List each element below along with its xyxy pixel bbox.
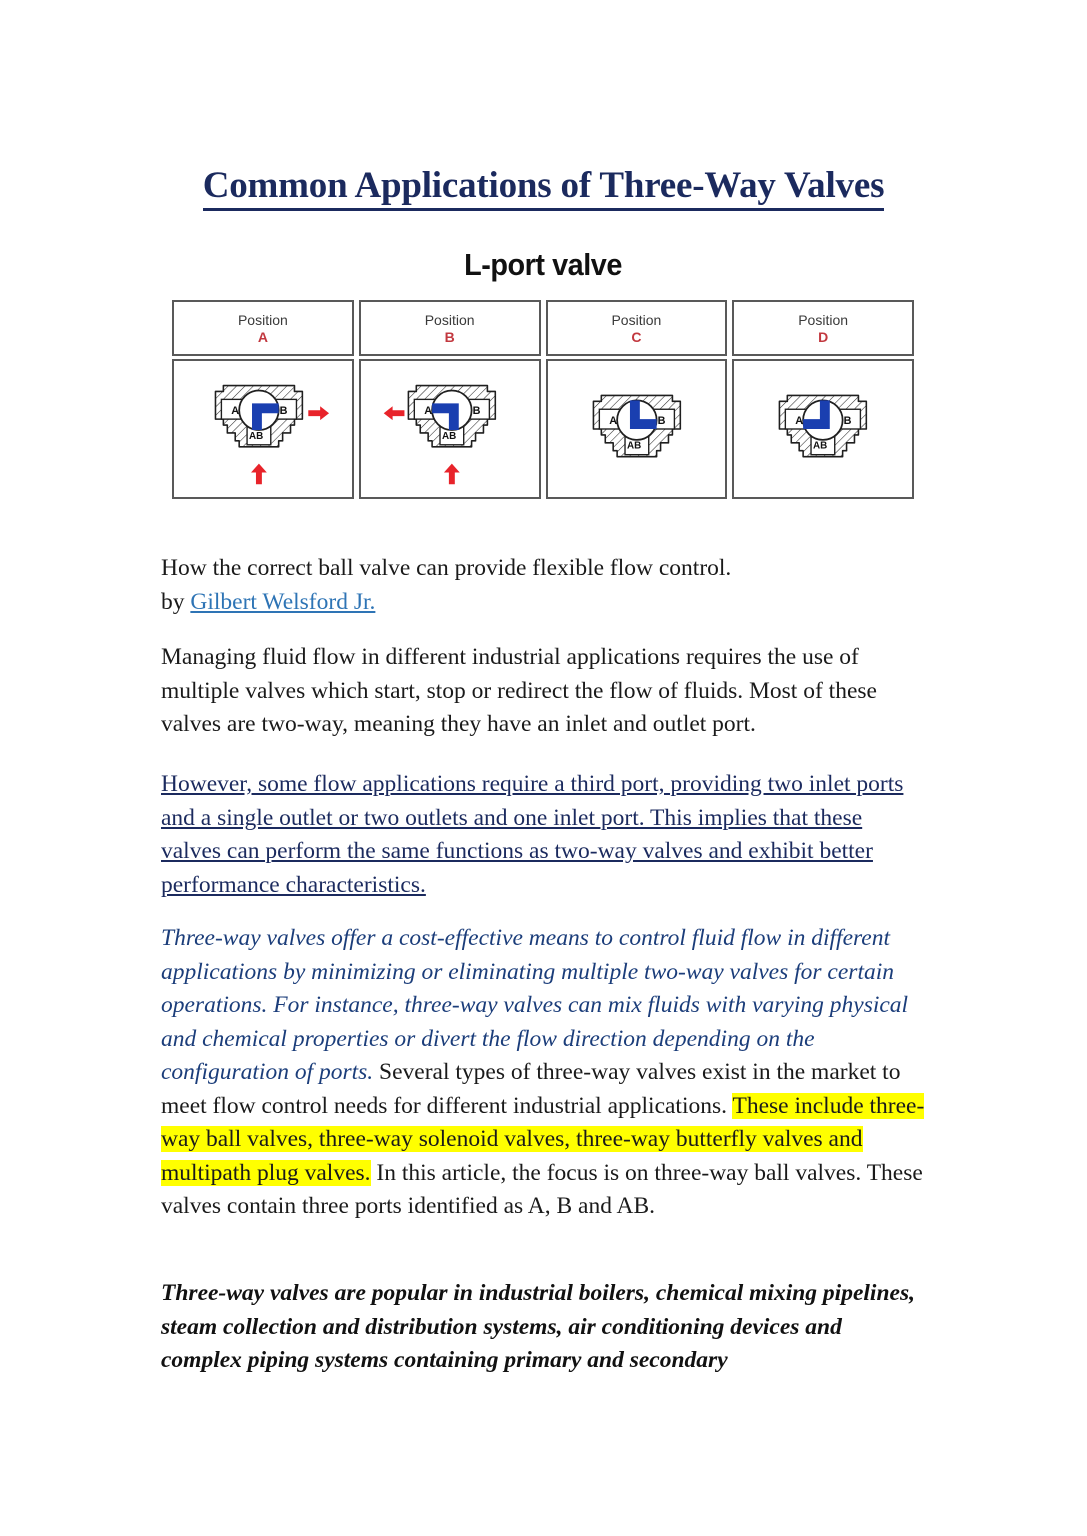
valve-diagram-a: [172, 359, 354, 499]
paragraph-italic-blue-run: Three-way valves offer a cost-effective means to control fluid flow in different applications by minimizing or eliminating multiple two-way valves for certain operations. For instance, three-way valves can mix fluids with varying physical and chemical properties or divert the flow direction depending on the configuration of ports.: [161, 925, 909, 1085]
position-word: Position: [237, 311, 288, 328]
svg-text:AB: AB: [441, 430, 456, 442]
paragraph-plain-after-highlight: In this article, the focus is on three-way ball valves. These valves contain three ports identified as A, B and AB.: [161, 1159, 923, 1219]
paragraph-blue-underlined: [161, 768, 927, 902]
article-subtitle: How the correct ball valve can provide flexible flow control.: [161, 555, 732, 581]
paragraph-plain-before-highlight: Several types of three-way valves exist in the market to meet flow control needs for different industrial applications.: [161, 1059, 901, 1119]
svg-text:A: A: [608, 415, 617, 428]
paragraph-closing: [161, 1277, 927, 1378]
svg-text:AB: AB: [249, 430, 264, 442]
position-header-b: [359, 300, 541, 356]
article-byline: [161, 586, 927, 620]
flow-arrow-up-icon: [444, 464, 460, 485]
position-header-c: [546, 300, 728, 356]
position-word: Position: [424, 311, 475, 328]
paragraph-blue-underlined-text: However, some flow applications require a third port, providing two inlet ports and a single outlet or two outlets and one inlet port. This implies that these valves can perform the same functions as two-way valves and exhibit better performance characteristics.: [161, 771, 904, 898]
position-header-a: [172, 300, 354, 356]
flow-arrow-up-icon: [251, 464, 267, 485]
position-word: Position: [798, 311, 849, 328]
valve-diagram-c: [546, 359, 728, 499]
l-port-valve-figure: [172, 246, 914, 499]
svg-text:B: B: [279, 405, 288, 418]
flow-arrow-right-icon: [308, 406, 329, 420]
svg-text:B: B: [472, 405, 481, 418]
svg-text:A: A: [231, 405, 240, 418]
paragraph-closing-text: Three-way valves are popular in industrial boilers, chemical mixing pipelines, steam collection and distribution systems, air conditioning devices and complex piping systems containing primary and secondary: [161, 1280, 915, 1373]
svg-text:B: B: [657, 415, 665, 428]
svg-text:AB: AB: [626, 440, 641, 452]
highlighted-text: These include three-way ball valves, three-way solenoid valves, three-way butterfly valves and multipath plug valves.: [161, 1092, 925, 1186]
position-header-d: [732, 300, 914, 356]
position-letter: B: [444, 328, 455, 345]
position-letter: A: [257, 328, 268, 345]
valve-body-icon-a: [174, 361, 352, 497]
valve-body-icon-d: [734, 361, 912, 497]
position-letter: C: [631, 328, 642, 345]
byline-prefix: by: [161, 588, 191, 615]
flow-arrow-left-icon: [383, 406, 404, 420]
figure-caption: L-port valve: [464, 247, 622, 282]
svg-text:AB: AB: [813, 440, 828, 452]
svg-text:A: A: [795, 415, 804, 428]
page-title-text: Common Applications of Three-Way Valves: [203, 165, 885, 211]
valve-diagram-d: [732, 359, 914, 499]
svg-text:A: A: [423, 405, 432, 418]
page-title: [0, 163, 1087, 209]
valve-body-icon-c: [548, 361, 726, 497]
svg-text:B: B: [843, 415, 852, 428]
position-word: Position: [611, 311, 662, 328]
valve-position-table: [172, 300, 914, 499]
valve-diagram-b: [359, 359, 541, 499]
valve-body-icon-b: [361, 361, 539, 497]
position-letter: D: [818, 328, 829, 345]
valve-table-diagram-row: [172, 359, 914, 499]
valve-table-header-row: [172, 300, 914, 356]
paragraph-intro: Managing fluid flow in different industrial applications requires the use of multiple valves which start, stop or redirect the flow of fluids. Most of these valves are two-way, meaning they have an inlet and outlet port.: [161, 644, 877, 737]
article-subtitle-block: [161, 552, 927, 619]
paragraph-mixed: [161, 922, 927, 1224]
byline-author-link[interactable]: Gilbert Welsford Jr.: [190, 588, 376, 615]
